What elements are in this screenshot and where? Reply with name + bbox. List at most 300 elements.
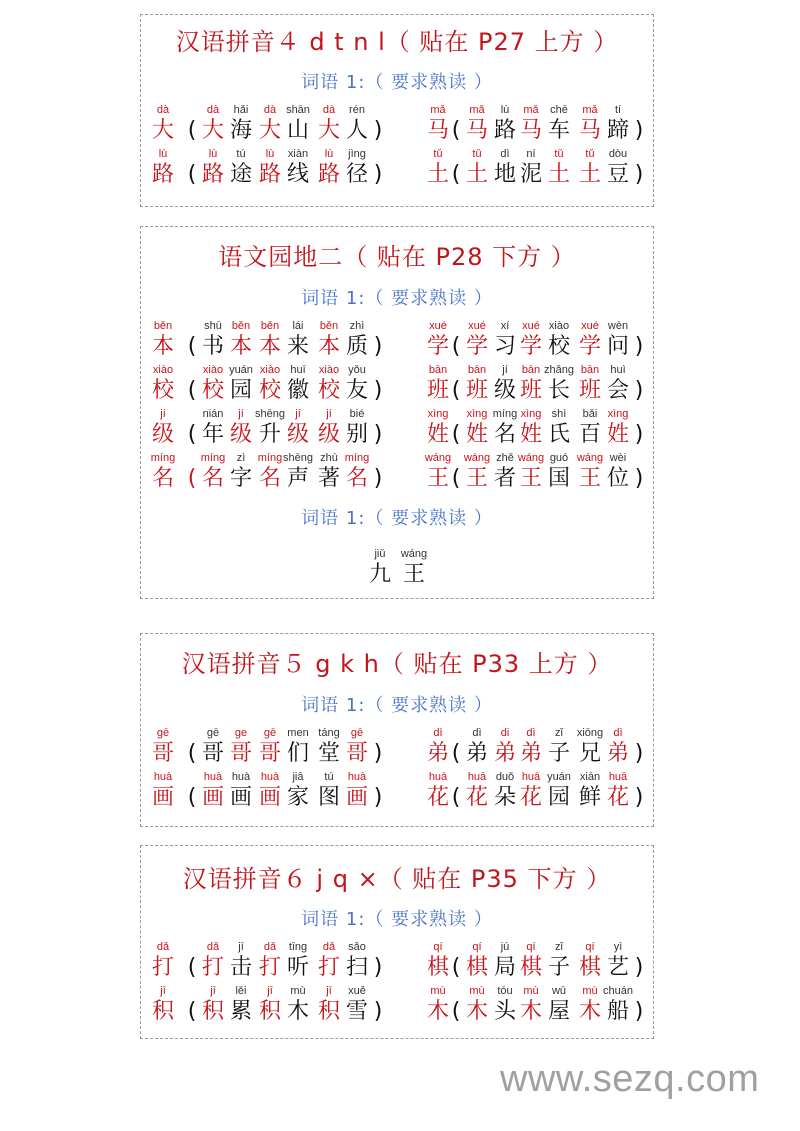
char-with-pinyin bbox=[491, 770, 519, 812]
hanzi: 画 bbox=[345, 785, 368, 810]
char-with-pinyin bbox=[199, 726, 227, 768]
pinyin: dà bbox=[206, 104, 220, 116]
pinyin: xué bbox=[581, 320, 599, 332]
pinyin: mǎ bbox=[523, 104, 539, 116]
section-title: 汉语拼音５ g k h（ 贴在 P33 上方 ） bbox=[181, 650, 613, 678]
pinyin: zhǎng bbox=[544, 364, 574, 376]
hanzi: 画 bbox=[258, 785, 281, 810]
close-paren: ) bbox=[373, 999, 383, 1024]
hanzi: 弟 bbox=[519, 741, 542, 766]
lead-character bbox=[149, 319, 177, 361]
char-with-pinyin bbox=[491, 319, 519, 361]
char-with-pinyin bbox=[604, 103, 632, 145]
char-with-pinyin bbox=[227, 147, 255, 189]
section-card-3 bbox=[140, 633, 654, 827]
hanzi: 校 bbox=[151, 378, 174, 403]
pinyin: míng bbox=[257, 452, 283, 464]
pinyin: gē bbox=[156, 727, 170, 739]
pinyin: di bbox=[500, 727, 510, 739]
pinyin: yuán bbox=[229, 364, 253, 376]
pinyin: qí bbox=[526, 941, 536, 953]
pinyin: jī bbox=[326, 985, 332, 997]
hanzi: 质 bbox=[345, 334, 368, 359]
pinyin: zhě bbox=[496, 452, 514, 464]
char-with-pinyin bbox=[604, 940, 632, 982]
pinyin: huā bbox=[608, 771, 628, 783]
word-group bbox=[576, 363, 646, 405]
pinyin: lù bbox=[158, 148, 168, 160]
char-with-pinyin bbox=[545, 103, 573, 145]
char-with-pinyin bbox=[284, 147, 312, 189]
hanzi: 打 bbox=[151, 955, 174, 980]
pinyin: tīng bbox=[288, 941, 308, 953]
pinyin: dì bbox=[526, 727, 536, 739]
char-with-pinyin bbox=[199, 363, 227, 405]
char-with-pinyin bbox=[576, 770, 604, 812]
pinyin: wáng bbox=[463, 452, 491, 464]
pinyin: běn bbox=[319, 320, 339, 332]
pinyin: lù bbox=[208, 148, 218, 160]
char-with-pinyin bbox=[424, 103, 452, 145]
char-with-pinyin bbox=[545, 147, 573, 189]
word-group bbox=[315, 103, 385, 145]
pinyin: qí bbox=[472, 941, 482, 953]
hanzi: 级 bbox=[151, 422, 174, 447]
hanzi: 山 bbox=[286, 118, 309, 143]
pinyin: jí bbox=[238, 408, 244, 420]
word-group bbox=[449, 451, 519, 493]
word-group bbox=[256, 363, 312, 405]
char-with-pinyin bbox=[517, 147, 545, 189]
char-with-pinyin bbox=[343, 147, 371, 189]
hanzi: 棋 bbox=[426, 955, 449, 980]
pinyin: chuán bbox=[603, 985, 633, 997]
hanzi: 弟 bbox=[493, 741, 516, 766]
section-card-4 bbox=[140, 845, 654, 1039]
pinyin: dǎ bbox=[322, 941, 336, 953]
word-group bbox=[315, 363, 385, 405]
hanzi: 别 bbox=[345, 422, 368, 447]
word-group bbox=[256, 319, 312, 361]
hanzi: 子 bbox=[547, 955, 570, 980]
char-with-pinyin bbox=[256, 407, 284, 449]
word-group bbox=[576, 147, 646, 189]
word-group bbox=[517, 770, 573, 812]
pinyin: huā bbox=[467, 771, 487, 783]
pinyin: dǎ bbox=[206, 941, 220, 953]
char-with-pinyin bbox=[463, 451, 491, 493]
pinyin: bān bbox=[467, 364, 487, 376]
hanzi: 本 bbox=[229, 334, 252, 359]
char-with-pinyin bbox=[227, 726, 255, 768]
close-paren: ) bbox=[634, 999, 644, 1024]
char-with-pinyin bbox=[576, 940, 604, 982]
pinyin: jí bbox=[160, 408, 166, 420]
word-row bbox=[141, 319, 653, 365]
pinyin: dà bbox=[263, 104, 277, 116]
open-paren: ( bbox=[187, 378, 197, 403]
word-group bbox=[315, 147, 385, 189]
pinyin: běn bbox=[153, 320, 173, 332]
char-with-pinyin bbox=[424, 147, 452, 189]
hanzi: 班 bbox=[578, 378, 601, 403]
pinyin: shān bbox=[286, 104, 310, 116]
close-paren: ) bbox=[373, 334, 383, 359]
char-with-pinyin bbox=[343, 984, 371, 1026]
hanzi: 画 bbox=[201, 785, 224, 810]
pinyin: jī bbox=[267, 985, 273, 997]
hanzi: 本 bbox=[258, 334, 281, 359]
hanzi: 升 bbox=[258, 422, 281, 447]
char-with-pinyin bbox=[284, 451, 312, 493]
char-with-pinyin bbox=[343, 770, 371, 812]
word-group bbox=[576, 940, 646, 982]
word-group bbox=[517, 940, 573, 982]
hanzi: 问 bbox=[606, 334, 629, 359]
word-group bbox=[315, 940, 385, 982]
close-paren: ) bbox=[634, 466, 644, 491]
pinyin: xìng bbox=[607, 408, 629, 420]
pinyin: jí bbox=[502, 364, 508, 376]
close-paren: ) bbox=[373, 741, 383, 766]
char-with-pinyin bbox=[576, 726, 604, 768]
close-paren: ) bbox=[634, 785, 644, 810]
char-with-pinyin bbox=[463, 363, 491, 405]
pinyin: nián bbox=[202, 408, 224, 420]
hanzi: 花 bbox=[606, 785, 629, 810]
hanzi: 弟 bbox=[465, 741, 488, 766]
char-with-pinyin bbox=[424, 770, 452, 812]
pinyin: shēng bbox=[255, 408, 285, 420]
char-with-pinyin bbox=[199, 147, 227, 189]
char-with-pinyin bbox=[604, 726, 632, 768]
char-with-pinyin bbox=[424, 940, 452, 982]
hanzi: 泥 bbox=[519, 162, 542, 187]
word-group bbox=[517, 103, 573, 145]
hanzi: 大 bbox=[317, 118, 340, 143]
close-paren: ) bbox=[634, 955, 644, 980]
hanzi: 王 bbox=[519, 466, 542, 491]
hanzi: 习 bbox=[493, 334, 516, 359]
char-with-pinyin bbox=[149, 147, 177, 189]
pinyin: tú bbox=[236, 148, 246, 160]
char-with-pinyin bbox=[491, 407, 519, 449]
char-with-pinyin bbox=[343, 451, 371, 493]
word-group bbox=[517, 984, 573, 1026]
char-with-pinyin bbox=[517, 984, 545, 1026]
pinyin: xìng bbox=[520, 408, 542, 420]
open-paren: ( bbox=[187, 741, 197, 766]
pinyin: xí bbox=[500, 320, 510, 332]
watermark: www.sezq.com bbox=[500, 1058, 760, 1100]
pinyin: mù bbox=[582, 985, 598, 997]
hanzi: 字 bbox=[229, 466, 252, 491]
pinyin: mù bbox=[523, 985, 539, 997]
pinyin: qí bbox=[585, 941, 595, 953]
section-subtitle: 词语 1:（ 要求熟读 ） bbox=[301, 72, 493, 93]
word-group bbox=[449, 770, 519, 812]
open-paren: ( bbox=[187, 785, 197, 810]
char-with-pinyin bbox=[256, 940, 284, 982]
word-group bbox=[185, 770, 255, 812]
char-with-pinyin bbox=[199, 103, 227, 145]
lead-character bbox=[149, 451, 177, 493]
hanzi: 著 bbox=[317, 466, 340, 491]
char-with-pinyin bbox=[463, 984, 491, 1026]
hanzi: 扫 bbox=[345, 955, 368, 980]
section-card-2 bbox=[140, 226, 654, 599]
pinyin: wáng bbox=[400, 548, 428, 560]
pinyin: běn bbox=[260, 320, 280, 332]
pinyin: xué bbox=[522, 320, 540, 332]
char-with-pinyin bbox=[424, 984, 452, 1026]
open-paren: ( bbox=[187, 422, 197, 447]
char-with-pinyin bbox=[463, 147, 491, 189]
pinyin: huā bbox=[521, 771, 541, 783]
word-group bbox=[185, 940, 255, 982]
word-group bbox=[256, 726, 312, 768]
char-with-pinyin bbox=[315, 103, 343, 145]
hanzi: 弟 bbox=[426, 741, 449, 766]
hanzi: 地 bbox=[493, 162, 516, 187]
char-with-pinyin bbox=[517, 726, 545, 768]
hanzi: 兄 bbox=[578, 741, 601, 766]
lead-character bbox=[424, 363, 452, 405]
hanzi: 木 bbox=[519, 999, 542, 1024]
pinyin: zǐ bbox=[555, 941, 563, 953]
pinyin: wáng bbox=[424, 452, 452, 464]
pinyin: xiào bbox=[259, 364, 281, 376]
pinyin: táng bbox=[318, 727, 340, 739]
hanzi: 花 bbox=[465, 785, 488, 810]
word-group bbox=[256, 103, 312, 145]
hanzi: 大 bbox=[201, 118, 224, 143]
lead-character bbox=[424, 451, 452, 493]
section-subtitle-2: 词语 1:（ 要求熟读 ） bbox=[301, 508, 493, 529]
char-with-pinyin bbox=[227, 319, 255, 361]
word-group bbox=[449, 407, 519, 449]
open-paren: ( bbox=[187, 118, 197, 143]
pinyin: zì bbox=[236, 452, 246, 464]
hanzi: 哥 bbox=[229, 741, 252, 766]
pinyin: yì bbox=[613, 941, 623, 953]
char-with-pinyin bbox=[256, 726, 284, 768]
char-with-pinyin bbox=[517, 451, 545, 493]
hanzi: 声 bbox=[286, 466, 309, 491]
char-with-pinyin bbox=[284, 984, 312, 1026]
char-with-pinyin bbox=[517, 103, 545, 145]
char-with-pinyin bbox=[149, 319, 177, 361]
hanzi: 弟 bbox=[606, 741, 629, 766]
word-group bbox=[449, 726, 519, 768]
word-group bbox=[449, 103, 519, 145]
hanzi: 土 bbox=[578, 162, 601, 187]
char-with-pinyin bbox=[545, 770, 573, 812]
word-row bbox=[141, 726, 653, 772]
hanzi: 棋 bbox=[578, 955, 601, 980]
pinyin: mù bbox=[469, 985, 485, 997]
word-group bbox=[315, 319, 385, 361]
word-group bbox=[185, 984, 255, 1026]
word-group bbox=[185, 147, 255, 189]
lead-character bbox=[424, 940, 452, 982]
hanzi: 友 bbox=[345, 378, 368, 403]
char-with-pinyin bbox=[256, 319, 284, 361]
word-group bbox=[576, 407, 646, 449]
char-with-pinyin bbox=[199, 984, 227, 1026]
word-group bbox=[315, 770, 385, 812]
hanzi: 打 bbox=[201, 955, 224, 980]
word-group bbox=[256, 770, 312, 812]
hanzi: 书 bbox=[201, 334, 224, 359]
word-group bbox=[517, 147, 573, 189]
lead-character bbox=[424, 407, 452, 449]
hanzi: 马 bbox=[426, 118, 449, 143]
char-with-pinyin bbox=[576, 319, 604, 361]
open-paren: ( bbox=[451, 162, 461, 187]
hanzi: 蹄 bbox=[606, 118, 629, 143]
word-group bbox=[256, 984, 312, 1026]
char-with-pinyin bbox=[284, 770, 312, 812]
word-group bbox=[449, 147, 519, 189]
char-with-pinyin bbox=[576, 984, 604, 1026]
char-with-pinyin bbox=[576, 103, 604, 145]
char-with-pinyin bbox=[149, 407, 177, 449]
close-paren: ) bbox=[634, 422, 644, 447]
close-paren: ) bbox=[373, 162, 383, 187]
hanzi: 姓 bbox=[465, 422, 488, 447]
char-with-pinyin bbox=[315, 319, 343, 361]
hanzi: 线 bbox=[286, 162, 309, 187]
word-group bbox=[256, 451, 312, 493]
hanzi: 级 bbox=[493, 378, 516, 403]
hanzi: 打 bbox=[317, 955, 340, 980]
hanzi: 班 bbox=[519, 378, 542, 403]
hanzi: 园 bbox=[229, 378, 252, 403]
hanzi: 名 bbox=[345, 466, 368, 491]
pinyin: duǒ bbox=[495, 771, 515, 783]
pinyin: míng bbox=[492, 408, 518, 420]
word-group bbox=[315, 407, 385, 449]
char-with-pinyin bbox=[227, 103, 255, 145]
hanzi: 百 bbox=[578, 422, 601, 447]
hanzi: 车 bbox=[547, 118, 570, 143]
hanzi: 名 bbox=[201, 466, 224, 491]
hanzi: 哥 bbox=[151, 741, 174, 766]
pinyin: bié bbox=[349, 408, 365, 420]
section-subtitle: 词语 1:（ 要求熟读 ） bbox=[301, 288, 493, 309]
char-with-pinyin bbox=[517, 319, 545, 361]
pinyin: jú bbox=[500, 941, 510, 953]
hanzi: 姓 bbox=[519, 422, 542, 447]
word-group bbox=[449, 984, 519, 1026]
hanzi: 级 bbox=[229, 422, 252, 447]
section-subtitle: 词语 1:（ 要求熟读 ） bbox=[301, 695, 493, 716]
pinyin: yuán bbox=[547, 771, 571, 783]
close-paren: ) bbox=[373, 466, 383, 491]
pinyin: xiào bbox=[318, 364, 340, 376]
word-group bbox=[517, 407, 573, 449]
hanzi: 打 bbox=[258, 955, 281, 980]
char-with-pinyin bbox=[545, 319, 573, 361]
hanzi: 路 bbox=[201, 162, 224, 187]
extra-char-2 bbox=[400, 547, 428, 589]
hanzi: 位 bbox=[606, 466, 629, 491]
char-with-pinyin bbox=[199, 319, 227, 361]
hanzi: 园 bbox=[547, 785, 570, 810]
pinyin: xiào bbox=[152, 364, 174, 376]
hanzi: 学 bbox=[578, 334, 601, 359]
word-group bbox=[185, 726, 255, 768]
lead-character bbox=[149, 407, 177, 449]
hanzi: 哥 bbox=[345, 741, 368, 766]
section-title: 语文园地二（ 贴在 P28 下方 ） bbox=[218, 243, 576, 271]
hanzi: 大 bbox=[151, 118, 174, 143]
open-paren: ( bbox=[451, 999, 461, 1024]
open-paren: ( bbox=[187, 955, 197, 980]
char-with-pinyin bbox=[315, 451, 343, 493]
hanzi: 豆 bbox=[606, 162, 629, 187]
word-group bbox=[517, 451, 573, 493]
open-paren: ( bbox=[451, 785, 461, 810]
hanzi: 姓 bbox=[606, 422, 629, 447]
pinyin: bān bbox=[428, 364, 448, 376]
lead-character bbox=[149, 770, 177, 812]
close-paren: ) bbox=[634, 162, 644, 187]
pinyin: shì bbox=[551, 408, 567, 420]
char-with-pinyin bbox=[199, 770, 227, 812]
hanzi: 路 bbox=[493, 118, 516, 143]
pinyin: bān bbox=[580, 364, 600, 376]
pinyin: dà bbox=[156, 104, 170, 116]
hanzi: 氏 bbox=[547, 422, 570, 447]
hanzi: 木 bbox=[465, 999, 488, 1024]
close-paren: ) bbox=[373, 378, 383, 403]
pinyin: dì bbox=[433, 727, 443, 739]
pinyin: xiōng bbox=[576, 727, 604, 739]
hanzi: 本 bbox=[317, 334, 340, 359]
word-group bbox=[576, 451, 646, 493]
hanzi: 大 bbox=[258, 118, 281, 143]
word-row bbox=[141, 363, 653, 409]
open-paren: ( bbox=[451, 118, 461, 143]
char-with-pinyin bbox=[545, 363, 573, 405]
hanzi: 家 bbox=[286, 785, 309, 810]
hanzi: 学 bbox=[465, 334, 488, 359]
char-with-pinyin bbox=[256, 770, 284, 812]
pinyin: běn bbox=[231, 320, 251, 332]
pinyin: mǎ bbox=[430, 104, 446, 116]
hanzi: 雪 bbox=[345, 999, 368, 1024]
hanzi: 姓 bbox=[426, 422, 449, 447]
open-paren: ( bbox=[187, 999, 197, 1024]
char-with-pinyin bbox=[424, 363, 452, 405]
lead-character bbox=[149, 984, 177, 1026]
char-with-pinyin bbox=[545, 940, 573, 982]
pinyin: tǔ bbox=[433, 148, 443, 160]
pinyin: rén bbox=[349, 104, 365, 116]
pinyin: wū bbox=[551, 985, 567, 997]
pinyin: lěi bbox=[235, 985, 247, 997]
char-with-pinyin bbox=[315, 940, 343, 982]
lead-character bbox=[149, 147, 177, 189]
hanzi: 棋 bbox=[465, 955, 488, 980]
char-with-pinyin bbox=[284, 726, 312, 768]
pinyin: xué bbox=[429, 320, 447, 332]
char-with-pinyin bbox=[149, 940, 177, 982]
hanzi: 头 bbox=[493, 999, 516, 1024]
char-with-pinyin bbox=[227, 984, 255, 1026]
